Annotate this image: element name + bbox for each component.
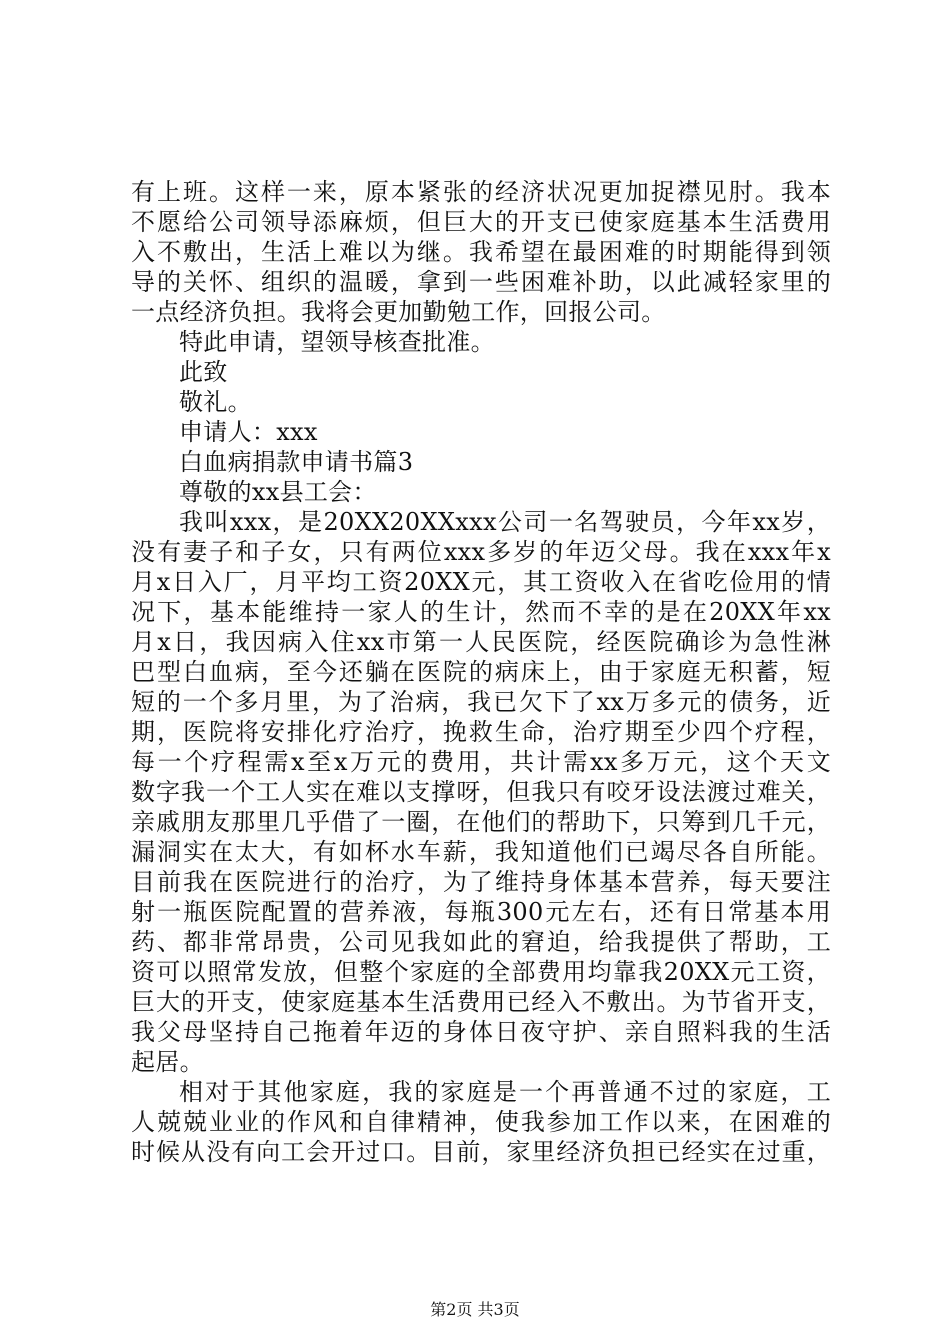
section-title: 白血病捐款申请书篇3	[179, 448, 414, 476]
page-number-footer: 第2页 共3页	[430, 1300, 520, 1319]
applicant-line: 申请人：xxx	[179, 418, 318, 446]
text-line: 导的关怀、组织的温暖，拿到一些困难补助，以此减轻家里的	[131, 268, 831, 296]
text-line: 射一瓶医院配置的营养液，每瓶300元左右，还有日常基本用	[131, 898, 831, 926]
text-line: 况下，基本能维持一家人的生计，然而不幸的是在20XX年xx	[131, 598, 831, 626]
text-line: 相对于其他家庭，我的家庭是一个再普通不过的家庭，工	[179, 1078, 831, 1106]
text-line: 没有妻子和子女，只有两位xxx多岁的年迈父母。我在xxx年x	[131, 538, 831, 566]
text-line: 月x日，我因病入住xx市第一人民医院，经医院确诊为急性淋	[131, 628, 831, 656]
text-line: 期，医院将安排化疗治疗，挽救生命，治疗期至少四个疗程，	[131, 718, 831, 746]
salutation-line: 此致	[179, 358, 228, 386]
request-closing-line: 特此申请，望领导核查批准。	[179, 328, 495, 356]
text-line: 我父母坚持自己拖着年迈的身体日夜守护、亲自照料我的生活	[131, 1018, 831, 1046]
text-line: 巴型白血病，至今还躺在医院的病床上，由于家庭无积蓄，短	[131, 658, 831, 686]
text-line: 人兢兢业业的作风和自律精神，使我参加工作以来，在困难的	[131, 1108, 831, 1136]
text-line: 起居。	[131, 1048, 204, 1076]
text-line: 药、都非常昂贵，公司见我如此的窘迫，给我提供了帮助，工	[131, 928, 831, 956]
addressee-line: 尊敬的xx县工会：	[179, 478, 377, 506]
text-line: 巨大的开支，使家庭基本生活费用已经入不敷出。为节省开支，	[131, 988, 831, 1016]
text-line: 每一个疗程需x至x万元的费用，共计需xx多万元，这个天文	[131, 748, 831, 776]
text-line: 漏洞实在太大，有如杯水车薪，我知道他们已竭尽各自所能。	[131, 838, 831, 866]
text-line: 有上班。这样一来，原本紧张的经济状况更加捉襟见肘。我本	[131, 178, 831, 206]
text-line: 一点经济负担。我将会更加勤勉工作，回报公司。	[131, 298, 666, 326]
text-line: 数字我一个工人实在难以支撑呀，但我只有咬牙设法渡过难关，	[131, 778, 831, 806]
text-line: 资可以照常发放，但整个家庭的全部费用均靠我20XX元工资，	[131, 958, 831, 986]
text-line: 不愿给公司领导添麻烦，但巨大的开支已使家庭基本生活费用	[131, 208, 831, 236]
salutation-line: 敬礼。	[179, 388, 252, 416]
text-line: 我叫xxx，是20XX20XXxxx公司一名驾驶员，今年xx岁，	[179, 508, 831, 536]
text-line: 目前我在医院进行的治疗，为了维持身体基本营养，每天要注	[131, 868, 831, 896]
text-line: 时候从没有向工会开过口。目前，家里经济负担已经实在过重，	[131, 1138, 831, 1166]
text-line: 月x日入厂，月平均工资20XX元，其工资收入在省吃俭用的情	[131, 568, 831, 596]
text-line: 亲戚朋友那里几乎借了一圈，在他们的帮助下，只筹到几千元，	[131, 808, 831, 836]
text-line: 短的一个多月里，为了治病，我已欠下了xx万多元的债务，近	[131, 688, 831, 716]
document-body	[131, 177, 831, 1167]
text-line: 入不敷出，生活上难以为继。我希望在最困难的时期能得到领	[131, 238, 831, 266]
